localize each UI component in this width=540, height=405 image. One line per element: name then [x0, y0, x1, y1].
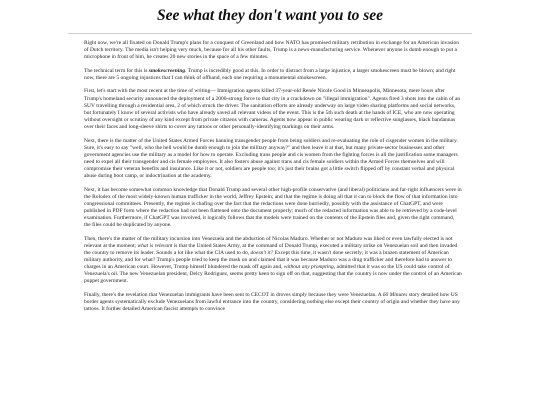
paragraph-text: Next, it has become somewhat common knowledge that Donald Trump and several other high-profile conservative (and liberal) politicians and far-right influencers were in the Rolodex of the most widely-known human trafficker in the world, Jeffrey Epstein; and that the regime is doing all that it can to block the flow of that information into congressional committees. Presently, the regime is chafing over the fact that the redactions were done hurriedly, possibly with the assistance of ChatGPT, and were published in PDF form where the redaction had not been flattened onto the document properly; much of the redacted information was able to be retrieved by a code-level examination. Furthermore, if ChatGPT was involved, it logically follows that the models were trained on the contents of the Epstein files and, given the right command, the files could be duplicated by anyone.	[84, 186, 462, 229]
paragraph-text: First, let's start with the most recent at the time of writing— Immigration agents killed 37-year-old Renée Nicole Good in Minneapolis, Minnesota, mere hours after Trump's homeland security announced the deployment of a 2000-strong force to that city in a crackdown on "illegal immigration". Agents fired 3 shots into the cabin of an SUV travelling through a residential area, 2 of which struck the driver. The sanitation efforts are already underway on large video sharing platforms and social networks, but fortunately I know of several activists who have already saved all relevant videos of the event. This is the 5th such death at the hands of ICE, who are now operating without oversight or scrutiny of any kind except from private citizens with cameras. Agents now appear in public wearing dark or reflective sunglasses, black bandannas over their faces and long-sleeve shirts to cover any tattoos or other personally-identifying markings on their arms.	[84, 88, 461, 130]
article-paragraph	[84, 236, 462, 286]
paragraph-text: The technical term for this is	[84, 67, 149, 74]
paragraph-text: Then, there's the matter of the military incursion into Venezuela and the abduction of Nicolas Maduro. Whether or not Maduro was liked or even lawfully elected is not relevant at the moment;	[84, 235, 453, 249]
emphasized-text: 60 Minutes	[382, 291, 408, 298]
article-paragraph	[84, 187, 462, 230]
article-body	[84, 40, 462, 320]
paragraph-text: . Trump is incredibly good at this. In order to distract from a large injustice, a larger smokescreen must be blown; and right now, there are 5 ongoing injustices that I can think of offhand, each one requiring a monumental smokescreen.	[84, 67, 456, 81]
article-paragraph	[84, 292, 462, 313]
title-divider	[68, 33, 472, 34]
page-title: See what they don't want you to see	[156, 7, 384, 24]
article-paragraph	[84, 88, 462, 131]
article-paragraph	[84, 68, 462, 82]
paragraph-text: is that the United States Army, at the command of Donald Trump, executed a military strike on Venezuelan soil and then invaded the country to remove its leader. Sounds a lot like what the CIA used to do,	[84, 242, 458, 256]
paragraph-text: , admitted that it was so the US could take control of Venezuela's oil. The new Venezuelan president, Delcy Rodriguez, seems pretty keen to sign off on that, suggesting that the country is now under the control of an American puppet government.	[84, 264, 462, 285]
article-paragraph	[84, 40, 462, 61]
article-paragraph	[84, 138, 462, 181]
emphasized-text: without any prompting	[283, 264, 334, 271]
emphasized-text: doesn't it?	[250, 249, 274, 256]
emphasized-text: smokescreening	[148, 67, 186, 74]
paragraph-text: Except this time, it wasn't done secretly; it was a brazen statement of American military authority, and for what? Trump's people tried to keep the mask on and claimed that it was because Maduro was a drug trafficker and therefore had to answer to charges in an American court. However, Trump himself blundered the mask off again and,	[84, 249, 453, 271]
emphasized-text: what is relevant	[137, 242, 173, 249]
paragraph-text: Next, there is the matter of the United States Armed Forces banning transgender people from being soldiers and re-evaluating the role of cisgender women in the military. Sure, it's easy to say "well, who the hell would be dumb enough to join the military anyway?" and then leave it at that, but many private-sector businesses and other government agencies use the military as a model for how to operate. Excluding trans people and cis women from the fighting forces is all the justification some managers need to expel all their transgender and cis female employees. It also fosters abuse against trans and cis female soldiers within the Armed Forces themselves and will compromise their veteran benefits and insurance. Like it or not, soldiers are people too; it's just their brains got a little switch flipped off by constant verbal and physical abuse during boot camp, or indoctrination at the academy.	[84, 137, 458, 179]
paragraph-text: Finally, there's the revelation that Venezuelan immigrants have been sent to CECOT in droves simply because they were Venezuelan. A	[84, 291, 383, 298]
paragraph-text: Right now, we're all fixated on Donald Trump's plans for a conquest of Greenland and how NATO has promised military retribution in exchange for an American invasion of Dutch territory. The media isn't helping very much, because for all his other faults, Trump is a news-manufacturing service. Whenever anyone is dumb enough to put a microphone in front of him, he creates 20 new stories in the space of a few minutes.	[84, 40, 459, 61]
paragraph-text: story detailed how US border agents systematically exclude Venezuelans from lawful entrance into the country, considering nothing else except their country of origin and whether they have any tattoos. It further detailed American fascist attempts to convince	[84, 291, 460, 312]
